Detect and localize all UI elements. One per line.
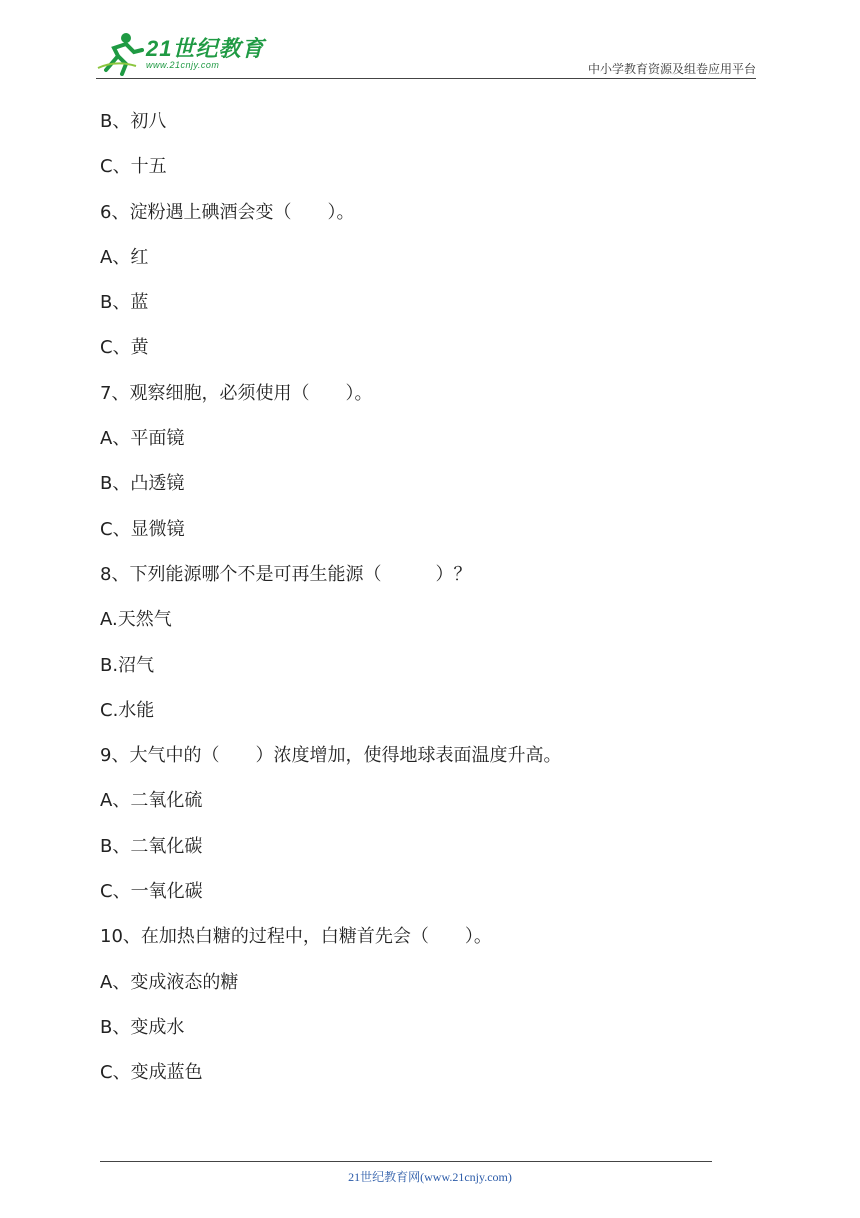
question-line: A、平面镜	[100, 428, 185, 450]
question-line: A、二氧化硫	[100, 790, 203, 812]
question-line: B、蓝	[100, 292, 149, 314]
question-line: 9、大气中的（ ）浓度增加，使得地球表面温度升高。	[100, 745, 562, 767]
question-line: C、变成蓝色	[100, 1062, 203, 1084]
page-header	[0, 0, 860, 80]
question-line: A.天然气	[100, 609, 172, 631]
runner-logo-icon	[96, 30, 146, 76]
question-line: C、黄	[100, 337, 149, 359]
question-line: 8、下列能源哪个不是可再生能源（ ）？	[100, 563, 472, 585]
site-logo[interactable]	[96, 30, 266, 78]
question-line: A、变成液态的糖	[100, 971, 239, 993]
question-line: 6、淀粉遇上碘酒会变（ ）。	[100, 201, 355, 223]
question-line: A、红	[100, 246, 149, 268]
question-line: B、凸透镜	[100, 473, 185, 495]
question-line: B、二氧化碳	[100, 835, 203, 857]
question-content	[100, 106, 740, 1103]
question-line: B、初八	[100, 111, 167, 132]
question-line: C.水能	[100, 699, 155, 721]
footer-divider	[100, 1161, 712, 1162]
logo-url: www.21cnjy.com	[146, 60, 220, 70]
logo-text: 21世纪教育	[146, 36, 265, 61]
header-divider	[96, 78, 756, 79]
question-line: 10、在加热白糖的过程中，白糖首先会（ ）。	[100, 926, 492, 948]
header-tagline: 中小学教育资源及组卷应用平台	[587, 62, 756, 76]
question-line: 7、观察细胞，必须使用（ ）。	[100, 382, 373, 404]
footer-link[interactable]: 21世纪教育网(www.21cnjy.com)	[348, 1170, 512, 1184]
question-line: C、一氧化碳	[100, 881, 203, 903]
question-line: B、变成水	[100, 1016, 185, 1038]
question-line: C、显微镜	[100, 518, 185, 540]
question-line: C、十五	[100, 156, 167, 178]
question-line: B.沼气	[100, 654, 155, 676]
